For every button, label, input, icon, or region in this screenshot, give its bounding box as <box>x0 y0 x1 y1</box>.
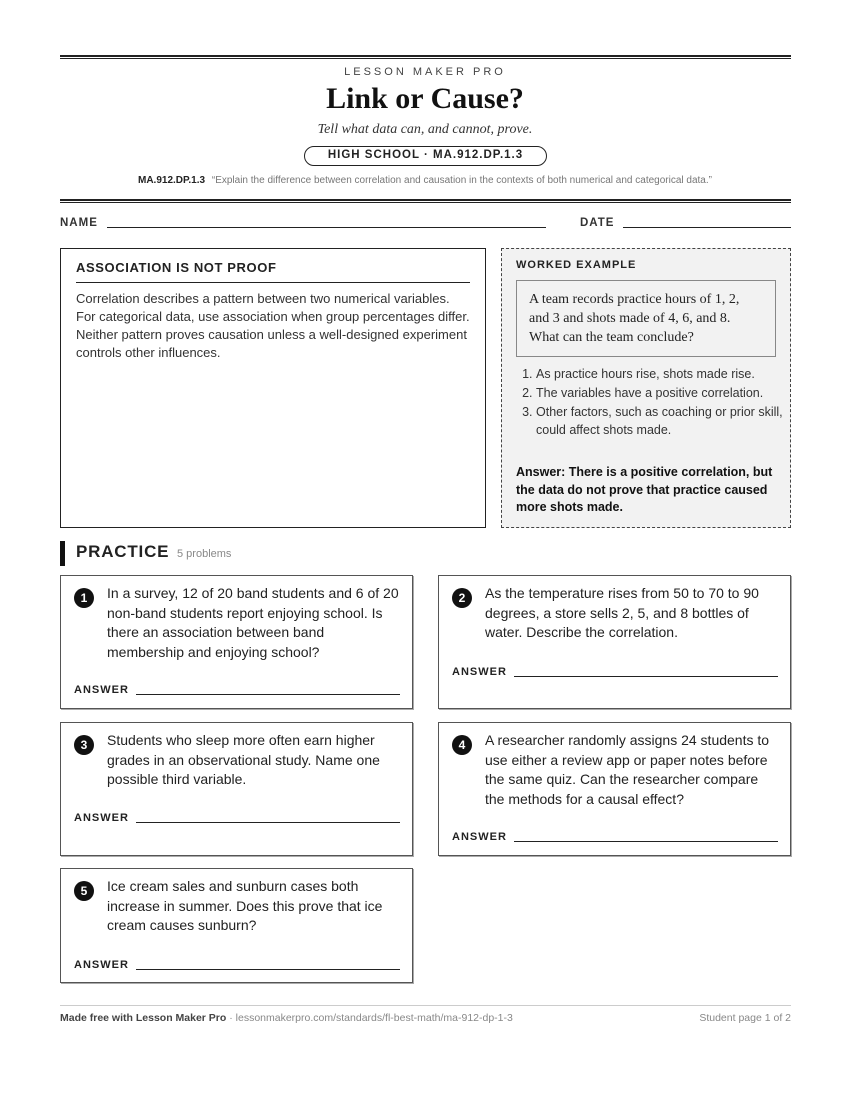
practice-accent-bar <box>60 541 65 566</box>
problem-text: Students who sleep more often earn higher grades in an observational study. Name one possible third variable. <box>107 732 380 787</box>
problem-text: Ice cream sales and sunburn cases both increase in summer. Does this prove that ice cream causes sunburn? <box>107 878 383 933</box>
footer-credit <box>60 1012 513 1024</box>
answer-field[interactable] <box>136 822 400 823</box>
page-subtitle: Tell what data can, and cannot, prove. <box>317 122 533 137</box>
step-item: 1. As practice hours rise, shots made rise. <box>536 365 798 383</box>
concept-box <box>60 248 486 528</box>
problem-number-badge: 5 <box>74 881 94 901</box>
problem-number-badge: 3 <box>74 735 94 755</box>
answer-label: ANSWER <box>452 666 507 678</box>
standard-text: “Explain the difference between correlation and causation in the contexts of both numerical and categorical data.” <box>211 175 712 186</box>
worked-example-answer: Answer: There is a positive correlation, but the data do not prove that practice caused more shots made. <box>516 465 773 514</box>
answer-field[interactable] <box>514 841 778 842</box>
problem-card-3 <box>60 722 413 856</box>
concept-title: ASSOCIATION IS NOT PROOF <box>76 260 470 283</box>
grade-standard-badge: HIGH SCHOOL · MA.912.DP.1.3 <box>304 146 547 166</box>
problem-text: In a survey, 12 of 20 band students and 6 of 20 non-band students report enjoying school. Is there an association between band membership and enjoying school? <box>107 585 399 660</box>
problem-number-badge: 2 <box>452 588 472 608</box>
problem-card-2 <box>438 575 791 709</box>
worked-example-title: WORKED EXAMPLE <box>516 259 637 271</box>
practice-heading: PRACTICE <box>76 542 170 561</box>
problem-card-5 <box>60 868 413 983</box>
footer-made-with: Made free with Lesson Maker Pro <box>60 1012 227 1024</box>
problem-text: As the temperature rises from 50 to 70 to 90 degrees, a store sells 2, 5, and 8 bottles of water. Describe the correlation. <box>485 585 759 640</box>
name-label: NAME <box>60 217 98 229</box>
problem-card-4 <box>438 722 791 856</box>
footer-divider <box>60 1005 791 1006</box>
top-double-rule <box>60 55 791 59</box>
answer-field[interactable] <box>136 969 400 970</box>
problem-text: A researcher randomly assigns 24 students to use either a review app or paper notes before the same quiz. Can the researcher compare the methods for a causal effect? <box>485 732 770 807</box>
answer-label: ANSWER <box>74 959 129 971</box>
footer-url[interactable]: · lessonmakerpro.com/standards/fl-best-math/ma-912-dp-1-3 <box>229 1012 513 1024</box>
name-field[interactable] <box>107 227 546 228</box>
page-title: Link or Cause? <box>326 82 524 115</box>
step-item: 2. The variables have a positive correlation. <box>536 384 798 402</box>
worked-example-steps <box>516 365 798 440</box>
standard-code: MA.912.DP.1.3 <box>138 175 206 186</box>
problem-number-badge: 1 <box>74 588 94 608</box>
answer-label: ANSWER <box>74 684 129 696</box>
standard-description <box>0 175 850 186</box>
answer-field[interactable] <box>136 694 400 695</box>
header-bottom-double-rule <box>60 199 791 203</box>
date-label: DATE <box>580 217 615 229</box>
worked-example-box <box>501 248 791 528</box>
footer-page-number: Student page 1 of 2 <box>699 1012 791 1024</box>
step-item: 3. Other factors, such as coaching or prior skill, could affect shots made. <box>536 403 798 439</box>
problem-number-badge: 4 <box>452 735 472 755</box>
worked-example-question: A team records practice hours of 1, 2, and 3 and shots made of 4, 6, and 8. What can the team conclude? <box>516 280 776 357</box>
answer-field[interactable] <box>514 676 778 677</box>
answer-label: ANSWER <box>452 831 507 843</box>
concept-body: Correlation describes a pattern between two numerical variables. For categorical data, use association when group percentages differ. Neither pattern proves causation unless a well-designed experiment controls other influences. <box>76 291 470 360</box>
answer-label: ANSWER <box>74 812 129 824</box>
practice-count: 5 problems <box>177 548 232 560</box>
brand-name: LESSON MAKER PRO <box>344 66 506 78</box>
date-field[interactable] <box>623 227 791 228</box>
problem-card-1 <box>60 575 413 709</box>
